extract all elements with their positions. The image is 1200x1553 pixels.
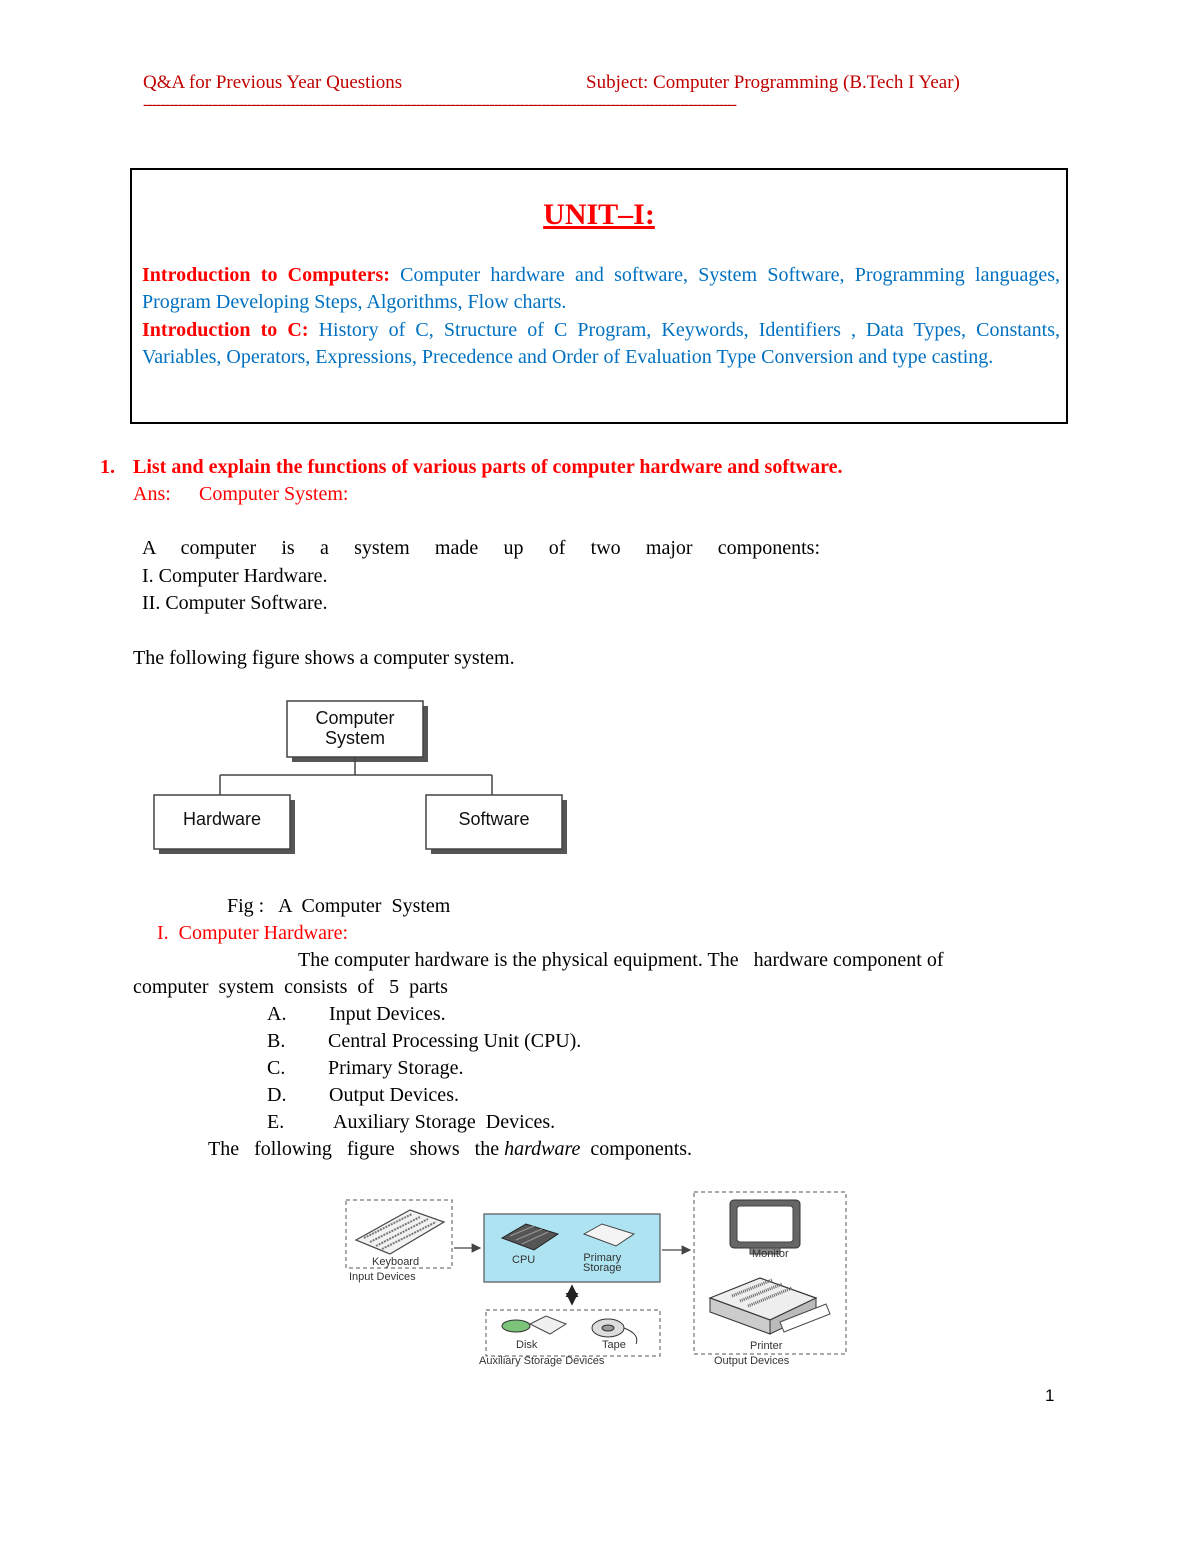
hardware-figure-intro xyxy=(208,1138,692,1161)
hardware-line2: computer system consists of 5 parts xyxy=(133,976,448,998)
output-devices-label: Output Devices xyxy=(714,1355,790,1367)
root-label-line1: Computer xyxy=(315,708,395,728)
part-d-text: Output Devices. xyxy=(329,1084,459,1106)
figure-intro: The following figure shows a computer system. xyxy=(133,647,515,669)
tape-label: Tape xyxy=(602,1339,626,1351)
part-b-text: Central Processing Unit (CPU). xyxy=(328,1030,582,1052)
intro-computers-paragraph xyxy=(142,262,1060,316)
item-software: II. Computer Software. xyxy=(142,592,328,614)
hardware-heading: I. Computer Hardware: xyxy=(157,922,349,944)
part-c-letter: C. xyxy=(267,1057,286,1079)
intro-c-paragraph xyxy=(142,317,1060,371)
hardware-box-label: Hardware xyxy=(182,809,262,829)
hardware-line1: The computer hardware is the physical equipment. The hardware component of xyxy=(298,949,944,971)
software-box-label: Software xyxy=(458,809,530,829)
hw-fig-intro-pre: The following figure shows the xyxy=(208,1138,505,1160)
input-devices-label: Input Devices xyxy=(349,1271,416,1283)
part-a-text: Input Devices. xyxy=(329,1003,446,1025)
fig1-caption: Fig : A Computer System xyxy=(227,895,451,917)
header-right: Subject: Computer Programming (B.Tech I Year) xyxy=(586,72,960,93)
part-a-letter: A. xyxy=(267,1003,287,1025)
auxiliary-storage-box xyxy=(486,1310,660,1356)
part-c-text: Primary Storage. xyxy=(328,1057,464,1079)
part-b-letter: B. xyxy=(267,1030,286,1052)
part-d-letter: D. xyxy=(267,1084,287,1106)
disk-label: Disk xyxy=(516,1339,538,1351)
auxiliary-storage-label: Auxiliary Storage Devices xyxy=(479,1355,605,1367)
item-hardware: I. Computer Hardware. xyxy=(142,565,328,587)
intro-computers-text: Computer hardware and software, System Software, Programming languages, Program Developing Steps, Algorithms, Flow charts. xyxy=(142,264,1060,313)
header-rule: ----------------------------------------------------------------------------------------------------------------------------------------- xyxy=(143,96,736,113)
monitor-icon xyxy=(730,1200,800,1254)
primary-label: Primary xyxy=(583,1252,622,1264)
ans-label: Ans: xyxy=(133,483,171,505)
question-text: List and explain the functions of various parts of computer hardware and software. xyxy=(133,456,843,478)
ans-heading: Computer System: xyxy=(199,483,349,505)
root-label-line2: System xyxy=(324,728,385,748)
primary-storage-label xyxy=(583,1253,622,1273)
question-number: 1. xyxy=(100,456,115,478)
monitor-label: Monitor xyxy=(752,1248,789,1260)
system-intro: A computer is a system made up of two major components: xyxy=(142,537,820,559)
intro-c-label: Introduction to C: xyxy=(142,319,309,341)
cpu-box xyxy=(484,1214,660,1282)
root-box-label xyxy=(287,708,423,748)
header-left: Q&A for Previous Year Questions xyxy=(143,72,403,93)
intro-c-text: History of C, Structure of C Program, Keywords, Identifiers , Data Types, Constants, Variables, Operators, Expressions, Precedence and Order of Evaluation Type Conversion and type casting. xyxy=(142,319,1061,368)
printer-label: Printer xyxy=(750,1340,783,1352)
storage-label: Storage xyxy=(583,1262,622,1274)
page-number: 1 xyxy=(1045,1386,1055,1405)
part-e-text: Auxiliary Storage Devices. xyxy=(333,1111,556,1133)
hw-fig-intro-em: hardware xyxy=(504,1138,581,1160)
cpu-label: CPU xyxy=(512,1254,536,1266)
unit-title: UNIT–I: xyxy=(543,198,655,231)
keyboard-label: Keyboard xyxy=(372,1256,420,1268)
hw-fig-intro-post: components. xyxy=(580,1138,693,1160)
intro-computers-label: Introduction to Computers: xyxy=(142,264,390,286)
part-e-letter: E. xyxy=(267,1111,285,1133)
